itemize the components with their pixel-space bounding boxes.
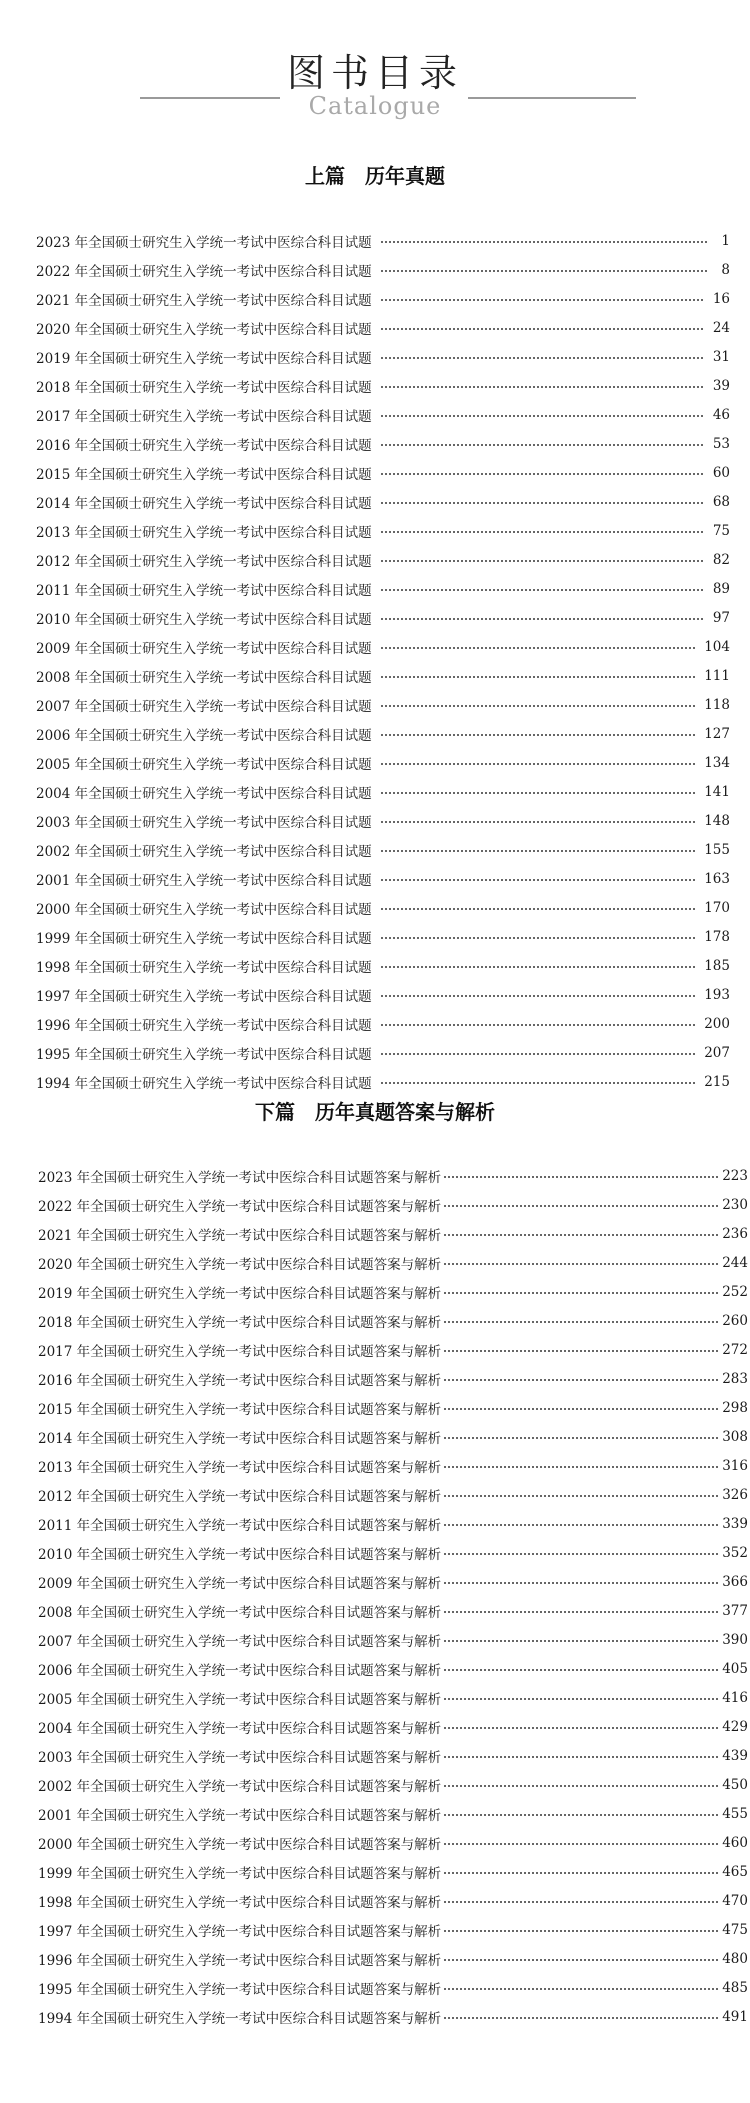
toc-entry[interactable] (38, 1161, 748, 1190)
toc-entry[interactable] (36, 516, 730, 545)
dot-leader (443, 1292, 718, 1294)
toc-entry-title: 2019 年全国硕士研究生入学统一考试中医综合科目试题答案与解析 (38, 1285, 442, 1302)
toc-entry-page-number: 308 (722, 1428, 748, 1445)
toc-entry-page-number: 352 (722, 1544, 748, 1561)
toc-entry[interactable] (36, 545, 730, 574)
toc-entry-page-number: 480 (722, 1950, 748, 1967)
dot-leader (443, 1988, 718, 1990)
toc-entry-page-number: 111 (704, 667, 730, 684)
toc-entry[interactable] (38, 1973, 748, 2002)
toc-entry-page-number: 272 (722, 1341, 748, 1358)
dot-leader (443, 1553, 718, 1555)
toc-entry-page-number: 178 (704, 928, 730, 945)
toc-entry-page-number: 244 (722, 1254, 748, 1271)
toc-entry-page-number: 82 (712, 551, 730, 568)
toc-entry-page-number: 230 (722, 1196, 748, 1213)
toc-entry-page-number: 1 (721, 232, 730, 249)
dot-leader (443, 1437, 718, 1439)
toc-entry[interactable] (36, 661, 730, 690)
part1-toc (36, 226, 730, 1096)
toc-entry[interactable] (36, 342, 730, 371)
toc-entry-page-number: 170 (704, 899, 730, 916)
toc-entry-page-number: 185 (704, 957, 730, 974)
dot-leader (443, 1234, 718, 1236)
toc-entry-page-number: 200 (704, 1015, 730, 1032)
toc-entry-page-number: 31 (712, 348, 730, 365)
toc-entry-title: 2003 年全国硕士研究生入学统一考试中医综合科目试题答案与解析 (38, 1749, 442, 1766)
part2-toc (38, 1161, 748, 2031)
toc-entry-page-number: 475 (722, 1921, 748, 1938)
toc-entry-title: 2009 年全国硕士研究生入学统一考试中医综合科目试题 (36, 640, 372, 657)
toc-entry[interactable] (38, 1944, 748, 1973)
toc-entry-page-number: 8 (721, 261, 730, 278)
dot-leader (380, 763, 697, 765)
toc-entry-title: 2018 年全国硕士研究生入学统一考试中医综合科目试题答案与解析 (38, 1314, 442, 1331)
toc-entry-page-number: 24 (712, 319, 730, 336)
toc-entry[interactable] (38, 1625, 748, 1654)
dot-leader (443, 1466, 718, 1468)
toc-entry-page-number: 316 (722, 1457, 748, 1474)
dot-leader (380, 1082, 697, 1084)
toc-entry-title: 1996 年全国硕士研究生入学统一考试中医综合科目试题答案与解析 (38, 1952, 442, 1969)
dot-leader (380, 850, 697, 852)
toc-entry-page-number: 127 (704, 725, 730, 742)
dot-leader (443, 1872, 718, 1874)
toc-entry[interactable] (38, 1770, 748, 1799)
toc-entry-page-number: 455 (722, 1805, 748, 1822)
dot-leader (443, 1408, 718, 1410)
toc-entry-page-number: 298 (722, 1399, 748, 1416)
toc-entry-title: 2016 年全国硕士研究生入学统一考试中医综合科目试题 (36, 437, 372, 454)
dot-leader (380, 531, 705, 533)
toc-entry-title: 2012 年全国硕士研究生入学统一考试中医综合科目试题答案与解析 (38, 1488, 442, 1505)
toc-entry-page-number: 429 (722, 1718, 748, 1735)
dot-leader (443, 1524, 718, 1526)
toc-entry[interactable] (36, 893, 730, 922)
toc-entry-page-number: 326 (722, 1486, 748, 1503)
toc-entry-title: 1997 年全国硕士研究生入学统一考试中医综合科目试题 (36, 988, 372, 1005)
toc-entry[interactable] (38, 1451, 748, 1480)
toc-entry[interactable] (38, 1828, 748, 1857)
dot-leader (380, 792, 697, 794)
toc-entry[interactable] (38, 1538, 748, 1567)
toc-entry-title: 1994 年全国硕士研究生入学统一考试中医综合科目试题 (36, 1075, 372, 1092)
toc-entry-title: 2010 年全国硕士研究生入学统一考试中医综合科目试题答案与解析 (38, 1546, 442, 1563)
toc-entry-page-number: 141 (704, 783, 730, 800)
toc-entry-title: 2011 年全国硕士研究生入学统一考试中医综合科目试题答案与解析 (38, 1517, 442, 1534)
dot-leader (380, 647, 697, 649)
toc-entry-title: 1999 年全国硕士研究生入学统一考试中医综合科目试题 (36, 930, 372, 947)
dot-leader (443, 1901, 718, 1903)
toc-entry[interactable] (36, 951, 730, 980)
toc-entry-title: 2000 年全国硕士研究生入学统一考试中医综合科目试题答案与解析 (38, 1836, 442, 1853)
toc-entry-page-number: 46 (712, 406, 730, 423)
dot-leader (443, 1379, 718, 1381)
toc-entry-title: 2017 年全国硕士研究生入学统一考试中医综合科目试题答案与解析 (38, 1343, 442, 1360)
toc-entry-title: 2000 年全国硕士研究生入学统一考试中医综合科目试题 (36, 901, 372, 918)
toc-entry[interactable] (36, 1067, 730, 1096)
toc-entry[interactable] (36, 429, 730, 458)
dot-leader (380, 734, 697, 736)
toc-entry[interactable] (38, 1596, 748, 1625)
toc-entry-title: 2008 年全国硕士研究生入学统一考试中医综合科目试题答案与解析 (38, 1604, 442, 1621)
dot-leader (380, 415, 705, 417)
page-title: 图书目录 (286, 51, 463, 95)
toc-entry-title: 2023 年全国硕士研究生入学统一考试中医综合科目试题答案与解析 (38, 1169, 442, 1186)
toc-entry-title: 2004 年全国硕士研究生入学统一考试中医综合科目试题 (36, 785, 372, 802)
dot-leader (443, 1814, 718, 1816)
toc-entry[interactable] (38, 1509, 748, 1538)
dot-leader (443, 1350, 718, 1352)
page-subtitle: Catalogue (308, 92, 442, 120)
toc-entry-page-number: 460 (722, 1834, 748, 1851)
toc-entry[interactable] (38, 1393, 748, 1422)
dot-leader (443, 1495, 718, 1497)
toc-entry-title: 2021 年全国硕士研究生入学统一考试中医综合科目试题答案与解析 (38, 1227, 442, 1244)
toc-entry[interactable] (38, 2002, 748, 2031)
toc-entry[interactable] (36, 371, 730, 400)
dot-leader (443, 1611, 718, 1613)
dot-leader (380, 618, 705, 620)
dot-leader (443, 1176, 718, 1178)
dot-leader (443, 1669, 718, 1671)
toc-entry[interactable] (38, 1335, 748, 1364)
toc-entry-page-number: 366 (722, 1573, 748, 1590)
toc-entry[interactable] (36, 284, 730, 313)
toc-entry-page-number: 405 (722, 1660, 748, 1677)
toc-entry[interactable] (38, 1886, 748, 1915)
toc-entry-page-number: 16 (712, 290, 730, 307)
toc-entry[interactable] (36, 835, 730, 864)
dot-leader (380, 676, 697, 678)
toc-entry-title: 2020 年全国硕士研究生入学统一考试中医综合科目试题 (36, 321, 372, 338)
toc-entry[interactable] (36, 458, 730, 487)
dot-leader (380, 502, 705, 504)
toc-entry-page-number: 148 (704, 812, 730, 829)
toc-entry[interactable] (36, 719, 730, 748)
toc-entry-page-number: 60 (712, 464, 730, 481)
toc-entry-title: 2021 年全国硕士研究生入学统一考试中医综合科目试题 (36, 292, 372, 309)
toc-entry-title: 2014 年全国硕士研究生入学统一考试中医综合科目试题 (36, 495, 372, 512)
toc-entry-page-number: 75 (712, 522, 730, 539)
dot-leader (380, 937, 697, 939)
toc-entry-title: 2019 年全国硕士研究生入学统一考试中医综合科目试题 (36, 350, 372, 367)
toc-entry[interactable] (36, 226, 730, 255)
toc-entry-page-number: 491 (722, 2008, 748, 2025)
dot-leader (380, 966, 697, 968)
toc-entry-title: 2003 年全国硕士研究生入学统一考试中医综合科目试题 (36, 814, 372, 831)
toc-entry-page-number: 207 (704, 1044, 730, 1061)
toc-entry-page-number: 470 (722, 1892, 748, 1909)
toc-entry-title: 2001 年全国硕士研究生入学统一考试中医综合科目试题答案与解析 (38, 1807, 442, 1824)
toc-entry-title: 2023 年全国硕士研究生入学统一考试中医综合科目试题 (36, 234, 372, 251)
dot-leader (380, 1024, 697, 1026)
toc-entry[interactable] (36, 603, 730, 632)
toc-entry-title: 2013 年全国硕士研究生入学统一考试中医综合科目试题答案与解析 (38, 1459, 442, 1476)
toc-entry-title: 1994 年全国硕士研究生入学统一考试中医综合科目试题答案与解析 (38, 2010, 442, 2027)
dot-leader (380, 705, 697, 707)
toc-entry[interactable] (38, 1654, 748, 1683)
toc-entry-page-number: 215 (704, 1073, 730, 1090)
toc-entry-page-number: 465 (722, 1863, 748, 1880)
toc-entry-page-number: 236 (722, 1225, 748, 1242)
toc-entry-title: 2004 年全国硕士研究生入学统一考试中医综合科目试题答案与解析 (38, 1720, 442, 1737)
toc-entry[interactable] (38, 1277, 748, 1306)
toc-entry-title: 2005 年全国硕士研究生入学统一考试中医综合科目试题 (36, 756, 372, 773)
toc-entry-title: 1996 年全国硕士研究生入学统一考试中医综合科目试题 (36, 1017, 372, 1034)
toc-entry[interactable] (38, 1741, 748, 1770)
toc-entry-title: 2022 年全国硕士研究生入学统一考试中医综合科目试题答案与解析 (38, 1198, 442, 1215)
toc-entry-page-number: 97 (712, 609, 730, 626)
dot-leader (380, 473, 705, 475)
toc-entry[interactable] (36, 1038, 730, 1067)
toc-entry-page-number: 89 (712, 580, 730, 597)
toc-entry-page-number: 416 (722, 1689, 748, 1706)
toc-entry-title: 2018 年全国硕士研究生入学统一考试中医综合科目试题 (36, 379, 372, 396)
toc-entry-page-number: 223 (722, 1167, 748, 1184)
dot-leader (380, 299, 705, 301)
dot-leader (443, 1640, 718, 1642)
dot-leader (443, 2017, 718, 2019)
dot-leader (380, 821, 697, 823)
dot-leader (443, 1843, 718, 1845)
toc-entry[interactable] (38, 1857, 748, 1886)
dot-leader (380, 589, 705, 591)
dot-leader (380, 241, 708, 243)
toc-entry[interactable] (36, 255, 730, 284)
toc-entry[interactable] (36, 400, 730, 429)
dot-leader (443, 1698, 718, 1700)
toc-entry[interactable] (36, 777, 730, 806)
dot-leader (443, 1263, 718, 1265)
toc-entry-page-number: 68 (712, 493, 730, 510)
toc-entry[interactable] (36, 632, 730, 661)
toc-entry-page-number: 39 (712, 377, 730, 394)
toc-entry-title: 2014 年全国硕士研究生入学统一考试中医综合科目试题答案与解析 (38, 1430, 442, 1447)
toc-entry[interactable] (38, 1712, 748, 1741)
toc-entry-page-number: 193 (704, 986, 730, 1003)
dot-leader (380, 270, 708, 272)
toc-entry-title: 2015 年全国硕士研究生入学统一考试中医综合科目试题 (36, 466, 372, 483)
toc-entry-title: 2002 年全国硕士研究生入学统一考试中医综合科目试题 (36, 843, 372, 860)
dot-leader (443, 1785, 718, 1787)
catalogue-header (0, 0, 750, 120)
dot-leader (443, 1959, 718, 1961)
toc-entry-title: 2002 年全国硕士研究生入学统一考试中医综合科目试题答案与解析 (38, 1778, 442, 1795)
toc-entry-page-number: 118 (704, 696, 730, 713)
dot-leader (380, 560, 705, 562)
toc-entry-page-number: 252 (722, 1283, 748, 1300)
toc-entry-title: 2012 年全国硕士研究生入学统一考试中医综合科目试题 (36, 553, 372, 570)
toc-entry-title: 2022 年全国硕士研究生入学统一考试中医综合科目试题 (36, 263, 372, 280)
toc-entry-page-number: 260 (722, 1312, 748, 1329)
toc-entry-title: 1998 年全国硕士研究生入学统一考试中医综合科目试题答案与解析 (38, 1894, 442, 1911)
toc-entry[interactable] (36, 748, 730, 777)
toc-entry[interactable] (38, 1422, 748, 1451)
dot-leader (443, 1321, 718, 1323)
toc-entry-title: 1995 年全国硕士研究生入学统一考试中医综合科目试题答案与解析 (38, 1981, 442, 1998)
toc-entry-page-number: 390 (722, 1631, 748, 1648)
toc-entry-title: 2006 年全国硕士研究生入学统一考试中医综合科目试题答案与解析 (38, 1662, 442, 1679)
toc-entry-title: 2001 年全国硕士研究生入学统一考试中医综合科目试题 (36, 872, 372, 889)
toc-entry-page-number: 155 (704, 841, 730, 858)
dot-leader (380, 444, 705, 446)
dot-leader (380, 995, 697, 997)
toc-entry-title: 2011 年全国硕士研究生入学统一考试中医综合科目试题 (36, 582, 372, 599)
part2-heading: 下篇 历年真题答案与解析 (255, 1100, 495, 1124)
dot-leader (443, 1205, 718, 1207)
toc-entry-title: 2005 年全国硕士研究生入学统一考试中医综合科目试题答案与解析 (38, 1691, 442, 1708)
toc-entry[interactable] (38, 1683, 748, 1712)
toc-entry[interactable] (36, 980, 730, 1009)
dot-leader (380, 879, 697, 881)
toc-entry[interactable] (38, 1364, 748, 1393)
toc-entry-title: 2010 年全国硕士研究生入学统一考试中医综合科目试题 (36, 611, 372, 628)
dot-leader (443, 1756, 718, 1758)
toc-entry[interactable] (38, 1799, 748, 1828)
dot-leader (380, 328, 705, 330)
toc-entry[interactable] (36, 922, 730, 951)
toc-entry-title: 2008 年全国硕士研究生入学统一考试中医综合科目试题 (36, 669, 372, 686)
toc-entry-title: 1995 年全国硕士研究生入学统一考试中医综合科目试题 (36, 1046, 372, 1063)
toc-entry[interactable] (38, 1190, 748, 1219)
toc-entry-title: 2006 年全国硕士研究生入学统一考试中医综合科目试题 (36, 727, 372, 744)
toc-entry-page-number: 439 (722, 1747, 748, 1764)
toc-entry-title: 2015 年全国硕士研究生入学统一考试中医综合科目试题答案与解析 (38, 1401, 442, 1418)
toc-entry-title: 2020 年全国硕士研究生入学统一考试中医综合科目试题答案与解析 (38, 1256, 442, 1273)
toc-entry[interactable] (36, 864, 730, 893)
toc-entry-page-number: 53 (712, 435, 730, 452)
toc-entry[interactable] (38, 1248, 748, 1277)
dot-leader (380, 357, 705, 359)
toc-entry[interactable] (36, 806, 730, 835)
toc-entry-title: 2016 年全国硕士研究生入学统一考试中医综合科目试题答案与解析 (38, 1372, 442, 1389)
dot-leader (380, 908, 697, 910)
dot-leader (443, 1727, 718, 1729)
toc-entry[interactable] (36, 313, 730, 342)
toc-entry[interactable] (38, 1915, 748, 1944)
toc-entry-page-number: 450 (722, 1776, 748, 1793)
toc-entry-title: 2013 年全国硕士研究生入学统一考试中医综合科目试题 (36, 524, 372, 541)
toc-entry[interactable] (38, 1306, 748, 1335)
toc-entry-page-number: 163 (704, 870, 730, 887)
toc-entry-title: 1997 年全国硕士研究生入学统一考试中医综合科目试题答案与解析 (38, 1923, 442, 1940)
toc-entry[interactable] (38, 1567, 748, 1596)
toc-entry-page-number: 283 (722, 1370, 748, 1387)
toc-entry[interactable] (38, 1480, 748, 1509)
part1-heading: 上篇 历年真题 (305, 164, 445, 188)
toc-entry[interactable] (36, 487, 730, 516)
toc-entry-title: 2007 年全国硕士研究生入学统一考试中医综合科目试题答案与解析 (38, 1633, 442, 1650)
dot-leader (380, 386, 705, 388)
dot-leader (380, 1053, 697, 1055)
toc-entry-page-number: 339 (722, 1515, 748, 1532)
dot-leader (443, 1582, 718, 1584)
toc-entry[interactable] (36, 1009, 730, 1038)
toc-entry-title: 1998 年全国硕士研究生入学统一考试中医综合科目试题 (36, 959, 372, 976)
toc-entry-title: 1999 年全国硕士研究生入学统一考试中医综合科目试题答案与解析 (38, 1865, 442, 1882)
toc-entry[interactable] (36, 574, 730, 603)
toc-entry-page-number: 104 (704, 638, 730, 655)
toc-entry[interactable] (36, 690, 730, 719)
toc-entry[interactable] (38, 1219, 748, 1248)
toc-entry-title: 2009 年全国硕士研究生入学统一考试中医综合科目试题答案与解析 (38, 1575, 442, 1592)
toc-entry-title: 2017 年全国硕士研究生入学统一考试中医综合科目试题 (36, 408, 372, 425)
dot-leader (443, 1930, 718, 1932)
toc-entry-page-number: 485 (722, 1979, 748, 1996)
toc-entry-page-number: 134 (704, 754, 730, 771)
toc-entry-page-number: 377 (722, 1602, 748, 1619)
toc-entry-title: 2007 年全国硕士研究生入学统一考试中医综合科目试题 (36, 698, 372, 715)
